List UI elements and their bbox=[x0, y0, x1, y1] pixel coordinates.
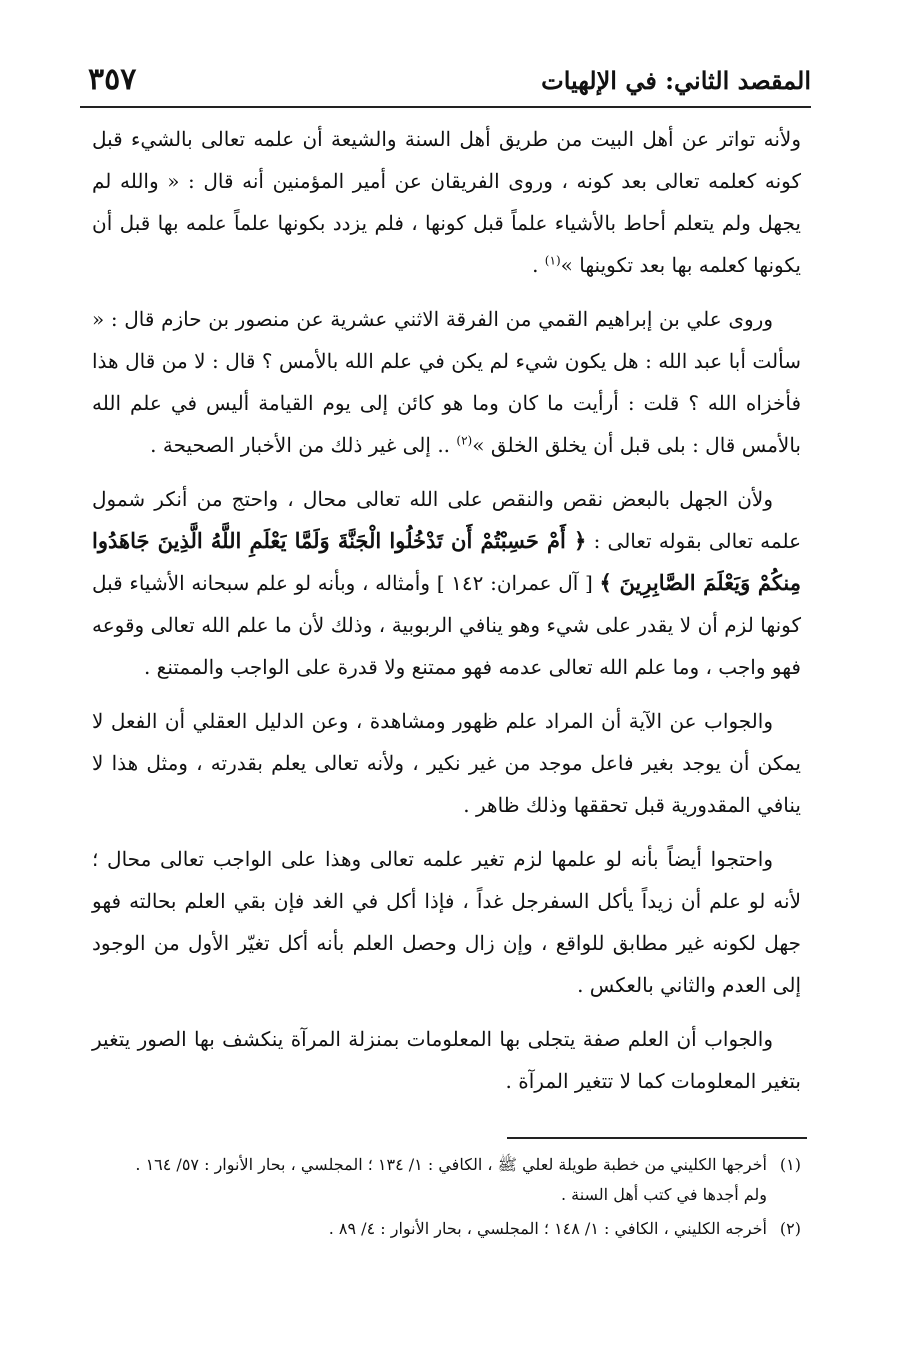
main-text bbox=[92, 118, 801, 1114]
paragraph-6: والجواب أن العلم صفة يتجلى بها المعلومات بمنزلة المرآة ينكشف بها الصور يتغير بتغير المعلومات كما لا تتغير المرآة . bbox=[92, 1027, 801, 1093]
footnotes bbox=[92, 1150, 801, 1248]
page-header bbox=[80, 62, 811, 104]
paragraph-3: ولأن الجهل بالبعض نقص والنقص على الله تعالى محال ، واحتج من أنكر شمول علمه تعالى بقوله تعالى : ﴿ أَمْ حَسِبْتُمْ أَن تَدْخُلُوا الْجَنَّةَ وَلَمَّا يَعْلَمِ اللَّهُ الَّذِينَ جَاهَدُوا مِنكُمْ وَيَعْلَمَ الصَّابِرِينَ ﴾ [ آل عمران: ١٤٢ ] وأمثاله ، وبأنه لو علم سبحانه الأشياء قبل كونها لزم أن لا يقدر على شيء وهو ينافي الربوبية ، وذلك لأن ما علم الله تعالى وقوعه فهو واجب ، وما علم الله تعالى عدمه فهو ممتنع ولا قدرة على الواجب والممتنع . bbox=[92, 487, 802, 679]
footnote-number: (١) bbox=[779, 1155, 801, 1174]
paragraph-1: ولأنه تواتر عن أهل البيت من طريق أهل السنة والشيعة أن علمه تعالى بالشيء قبل كونه كعلمه تعالى بعد كونه ، وروى الفريقان عن أمير المؤمنين أنه قال : « والله لم يجهل ولم يتعلم أحاط بالأشياء علماً قبل كونها ، فلم يزدد بكونها علماً علمه بها قبل أن يكونها كعلمه بها بعد تكوينها »$^{(١)}$ . bbox=[92, 127, 801, 277]
header-rule bbox=[80, 106, 811, 108]
paragraph-5: واحتجوا أيضاً بأنه لو علمها لزم تغير علمه تعالى وهذا على الواجب تعالى محال ؛ لأنه لو علم أن زيداً يأكل السفرجل غداً ، فإذا أكل في الغد فإن بقي العلم بحالته فهو جهل لكونه غير مطابق للواقع ، وإن زال وحصل العلم بأنه أكل تغيّر الأول من الوجود إلى العدم والثاني بالعكس . bbox=[92, 847, 801, 997]
footnote-text: أخرجها الكليني من خطبة طويلة لعلي ﷺ ، الكافي : ١/ ١٣٤ ؛ المجلسي ، بحار الأنوار : ٥٧/ ١٦٤ . bbox=[135, 1155, 767, 1174]
page-number: ٣٥٧ bbox=[88, 62, 137, 97]
running-title: المقصد الثاني: في الإلهيات bbox=[541, 66, 811, 95]
paragraph-2: وروى علي بن إبراهيم القمي من الفرقة الاثني عشرية عن منصور بن حازم قال : « سألت أبا عبد الله : هل يكون شيء لم يكن في علم الله بالأمس ؟ قال : لا من قال هذا فأخزاه الله ؟ قلت : أرأيت ما كان وما هو كائن إلى يوم القيامة أليس في علم الله بالأمس قال : بلى قبل أن يخلق الخلق »$^{(٢)}$ .. إلى غير ذلك من الأخبار الصحيحة . bbox=[92, 307, 801, 457]
footnote-ref-1[interactable]: (١) bbox=[544, 253, 561, 268]
footnote-2 bbox=[92, 1214, 801, 1244]
quran-verse: ﴿ أَمْ حَسِبْتُمْ أَن تَدْخُلُوا الْجَنَّةَ وَلَمَّا يَعْلَمِ اللَّهُ الَّذِينَ جَاهَدُوا مِنكُمْ وَيَعْلَمَ الصَّابِرِينَ ﴾ bbox=[92, 528, 802, 595]
paragraph-4: والجواب عن الآية أن المراد علم ظهور ومشاهدة ، وعن الدليل العقلي أن الفعل لا يمكن أن يوجد بغير فاعل موجد من غير نكير ، ولأنه تعالى يعلم بقدرته ، ومثل هذا لا ينافي المقدورية قبل تحققها وذلك ظاهر . bbox=[92, 709, 801, 817]
footnote-ref-2[interactable]: (٢) bbox=[456, 433, 473, 448]
footnote-1 bbox=[92, 1150, 801, 1210]
footnote-text: ولم أجدها في كتب أهل السنة . bbox=[560, 1185, 767, 1204]
footnote-number: (٢) bbox=[779, 1219, 801, 1238]
footnote-text: أخرجه الكليني ، الكافي : ١/ ١٤٨ ؛ المجلسي ، بحار الأنوار : ٤/ ٨٩ . bbox=[328, 1219, 767, 1238]
footnote-rule bbox=[507, 1137, 807, 1139]
